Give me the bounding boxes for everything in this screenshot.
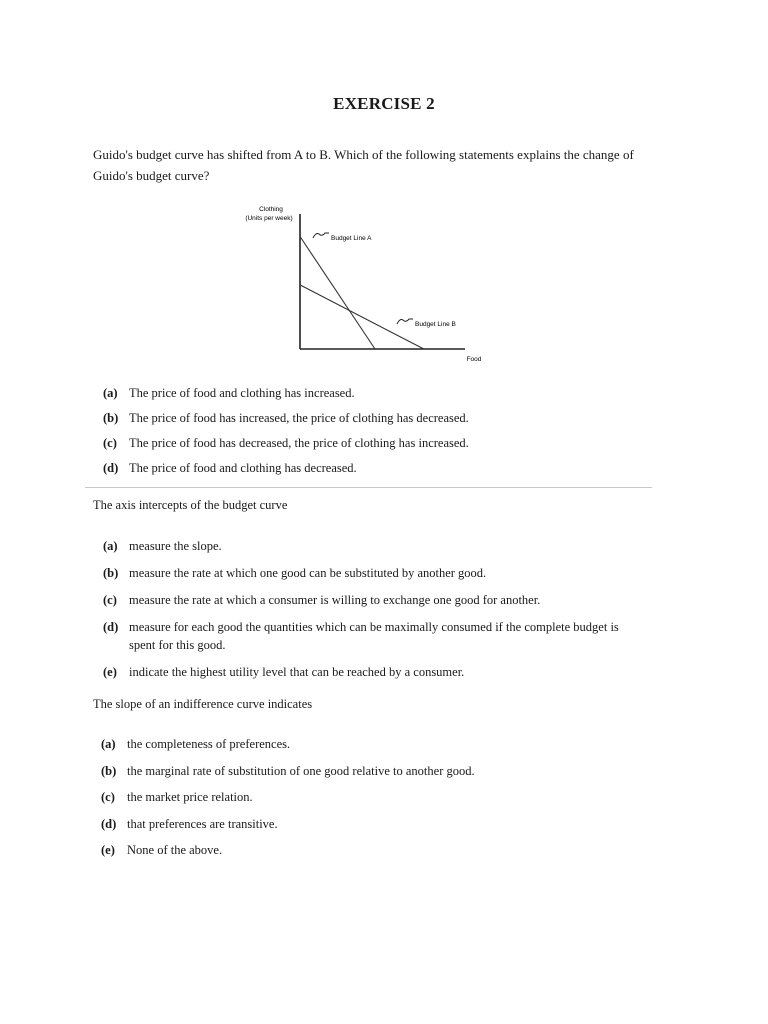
- q3-option-c[interactable]: [101, 788, 671, 815]
- option-text: The price of food and clothing has increased.: [129, 386, 355, 400]
- q1-option-c[interactable]: [103, 434, 673, 459]
- question-2-options: [103, 537, 673, 690]
- option-letter: (a): [103, 539, 118, 553]
- question-3-options: [101, 735, 671, 868]
- option-letter: (a): [103, 386, 118, 400]
- option-letter: (c): [103, 436, 117, 450]
- option-letter: (d): [103, 620, 119, 634]
- y-axis-label-line1: Clothing: [259, 206, 283, 213]
- option-letter: (b): [103, 566, 119, 580]
- option-text: measure the rate at which one good can be substituted by another good.: [129, 566, 487, 580]
- q2-option-d[interactable]: [103, 618, 629, 654]
- option-text: The price of food has decreased, the price of clothing has increased.: [129, 436, 469, 450]
- option-text: The price of food has increased, the price of clothing has decreased.: [129, 411, 469, 425]
- question-3-text: The slope of an indifference curve indicates: [93, 697, 313, 711]
- budget-line-figure: [215, 196, 515, 371]
- option-letter: (e): [103, 665, 117, 679]
- question-2-text: The axis intercepts of the budget curve: [93, 498, 288, 512]
- question-1-text: Guido's budget curve has shifted from A to B. Which of the following statements explains the change of Guido's budget curve?: [93, 147, 634, 183]
- budget-line-a: [300, 237, 375, 350]
- q3-option-d[interactable]: [101, 815, 671, 842]
- option-letter: (a): [101, 737, 116, 751]
- option-letter: (c): [103, 593, 117, 607]
- exercise-title: EXERCISE 2: [333, 94, 435, 113]
- option-letter: (d): [101, 816, 117, 831]
- budget-line-b: [300, 285, 424, 349]
- q2-option-e[interactable]: [103, 663, 673, 681]
- q2-option-a[interactable]: [103, 537, 673, 555]
- option-letter: (c): [101, 790, 115, 804]
- option-text: the marginal rate of substitution of one good relative to another good.: [127, 763, 475, 778]
- option-text: measure the slope.: [129, 539, 222, 553]
- option-text: indicate the highest utility level that can be reached by a consumer.: [129, 665, 465, 679]
- x-axis-label: Food: [466, 356, 482, 363]
- option-text: the completeness of preferences.: [127, 737, 291, 751]
- q2-option-c[interactable]: [103, 591, 673, 609]
- q1-option-d[interactable]: [103, 459, 673, 484]
- option-text: the market price relation.: [127, 790, 253, 804]
- line-b-label: Budget Line B: [415, 321, 456, 328]
- option-letter: (e): [101, 843, 115, 857]
- option-letter: (b): [103, 411, 119, 425]
- question-1-options: [103, 384, 673, 484]
- line-a-pointer: [313, 233, 329, 238]
- line-a-label: Budget Line A: [331, 235, 372, 242]
- line-b-pointer: [397, 319, 413, 324]
- option-letter: (b): [101, 763, 117, 778]
- q3-option-b[interactable]: [101, 762, 671, 789]
- y-axis-label-line2: (Units per week): [245, 215, 293, 222]
- option-letter: (d): [103, 461, 119, 475]
- option-text: None of the above.: [127, 843, 223, 857]
- option-text: measure the rate at which a consumer is willing to exchange one good for another.: [129, 593, 541, 607]
- q2-option-b[interactable]: [103, 564, 673, 582]
- option-text: measure for each good the quantities which can be maximally consumed if the complete budget is spent for this good.: [129, 620, 619, 652]
- q3-option-a[interactable]: [101, 735, 671, 762]
- q1-option-b[interactable]: [103, 409, 673, 434]
- q1-option-a[interactable]: [103, 384, 673, 409]
- budget-line-chart: [215, 196, 515, 371]
- section-divider: [85, 487, 652, 488]
- option-text: The price of food and clothing has decreased.: [129, 461, 357, 475]
- option-text: that preferences are transitive.: [127, 816, 278, 831]
- q3-option-e[interactable]: [101, 841, 671, 868]
